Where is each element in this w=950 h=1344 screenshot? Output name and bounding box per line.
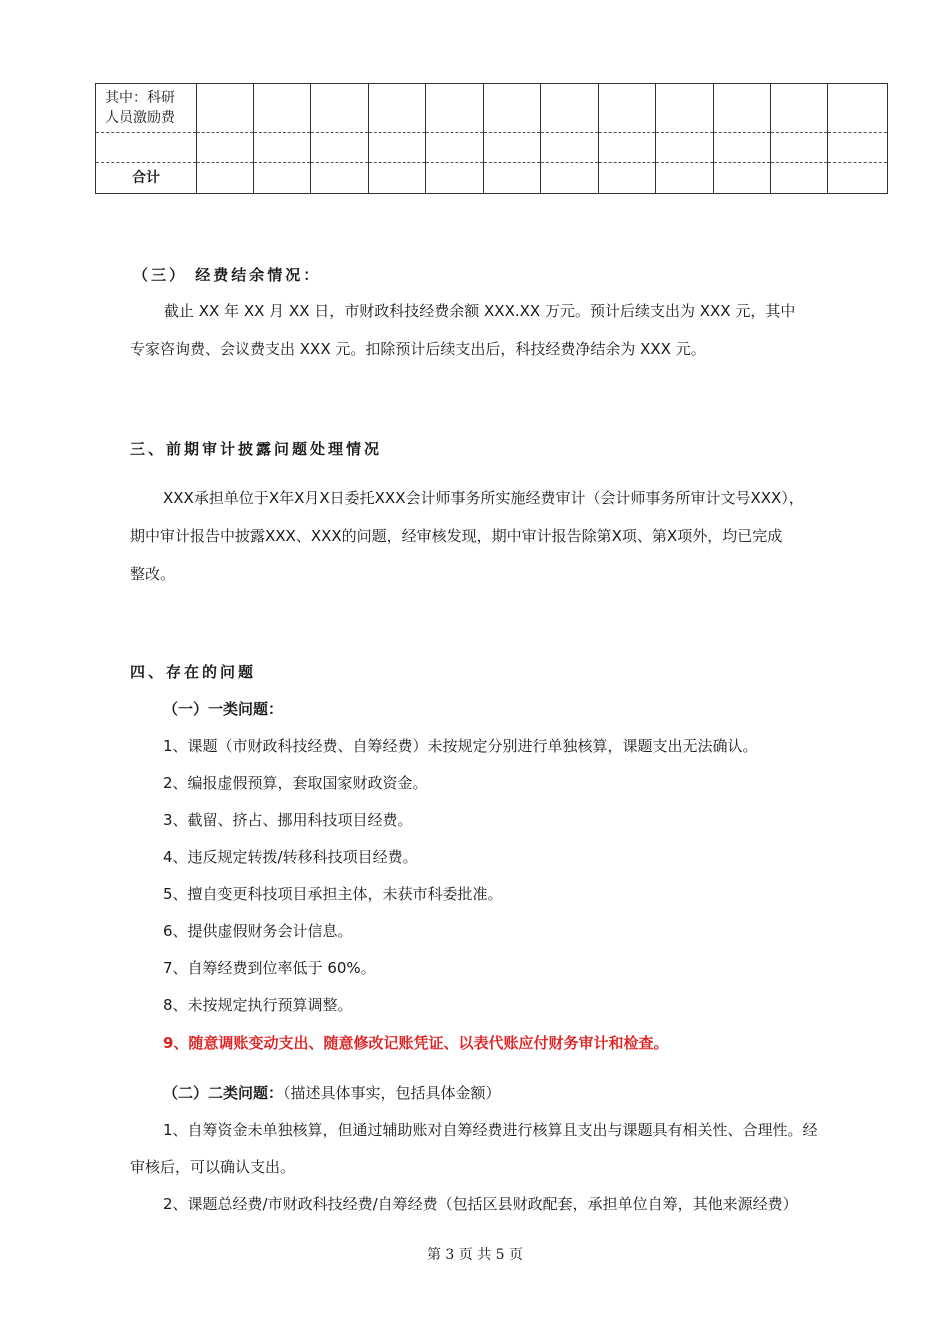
balance-line-1: 截止 XX 年 XX 月 XX 日，市财政科技经费余额 XXX.XX 万元。预计后续支出为 XXX 元，其中 bbox=[164, 302, 796, 320]
section-four-heading: 四、存在的问题 bbox=[130, 663, 257, 681]
section-three-heading: 三、前期审计披露问题处理情况 bbox=[130, 440, 383, 458]
balance-line-2: 专家咨询费、会议费支出 XXX 元。扣除预计后续支出后，科技经费净结余为 XXX 元。 bbox=[130, 340, 706, 358]
list-item: 8、未按规定执行预算调整。 bbox=[163, 996, 353, 1014]
balance-heading: （三） 经费结余情况： bbox=[133, 266, 322, 284]
list-item: 1、自筹资金未单独核算，但通过辅助账对自筹经费进行核算且支出与课题具有相关性、合理性。经 bbox=[163, 1121, 818, 1139]
list-item-continuation: 审核后，可以确认支出。 bbox=[130, 1158, 296, 1176]
table-row bbox=[96, 163, 888, 194]
category-two-heading bbox=[163, 1082, 501, 1103]
section-three-line-2: 期中审计报告中披露XXX、XXX的问题，经审核发现，期中审计报告除第X项、第X项外，均已完成 bbox=[130, 527, 783, 545]
table-row bbox=[96, 84, 888, 133]
list-item: 3、截留、挤占、挪用科技项目经费。 bbox=[163, 811, 413, 829]
list-item: 4、违反规定转拨/转移科技项目经费。 bbox=[163, 848, 418, 866]
list-item: 6、提供虚假财务会计信息。 bbox=[163, 922, 353, 940]
list-item: 2、编报虚假预算，套取国家财政资金。 bbox=[163, 774, 428, 792]
section-three-paragraph bbox=[130, 479, 860, 593]
category-two-note: （描述具体事实，包括具体金额） bbox=[283, 1084, 501, 1102]
list-item: 1、课题（市财政科技经费、自筹经费）未按规定分别进行单独核算，课题支出无法确认。 bbox=[163, 737, 758, 755]
balance-paragraph bbox=[130, 292, 860, 368]
list-item-highlighted: 9、随意调账变动支出、随意修改记账凭证、以表代账应付财务审计和检查。 bbox=[163, 1034, 669, 1052]
page-footer: 第 3 页 共 5 页 bbox=[426, 1247, 524, 1263]
list-item: 7、自筹经费到位率低于 60%。 bbox=[163, 959, 376, 977]
table-row bbox=[96, 133, 888, 163]
budget-table bbox=[95, 83, 888, 194]
category-one-heading: （一）一类问题： bbox=[163, 700, 284, 718]
section-three-line-1: XXX承担单位于X年X月X日委托XXX会计师事务所实施经费审计（会计师事务所审计文号XXX）， bbox=[163, 489, 804, 507]
list-item: 2、课题总经费/市财政科技经费/自筹经费（包括区县财政配套，承担单位自筹，其他来源经费） bbox=[163, 1195, 798, 1213]
category-two-label: （二）二类问题： bbox=[163, 1084, 284, 1102]
section-three-line-3: 整改。 bbox=[130, 565, 176, 583]
row-label-total: 合计 bbox=[96, 163, 197, 194]
list-item: 5、擅自变更科技项目承担主体，未获市科委批准。 bbox=[163, 885, 503, 903]
row-label-incentive: 其中：科研人员激励费 bbox=[96, 84, 197, 133]
